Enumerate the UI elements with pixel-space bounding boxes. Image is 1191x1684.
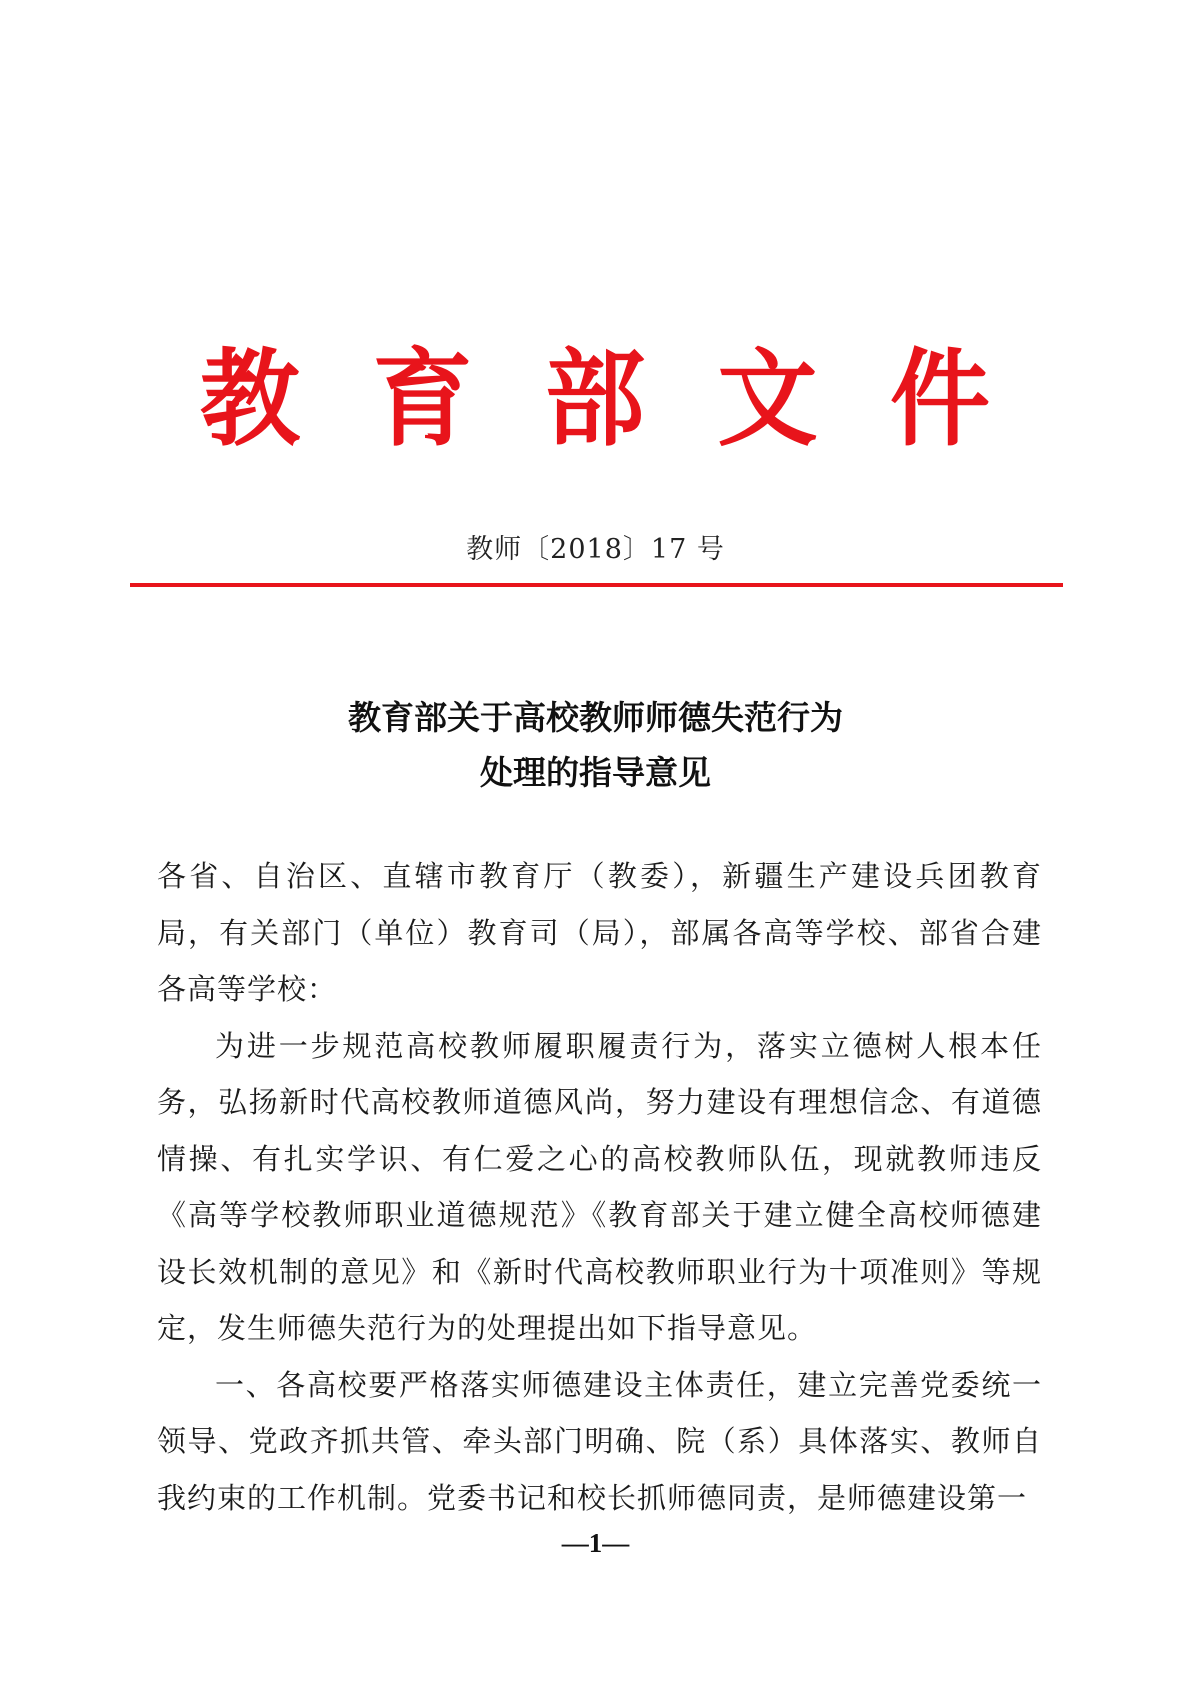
section-one-paragraph: 一、各高校要严格落实师德建设主体责任，建立完善党委统一领导、党政齐抓共管、牵头部门明确、院（系）具体落实、教师自我约束的工作机制。党委书记和校长抓师德同责，是师德建设第一 <box>157 1367 1042 1515</box>
masthead-char: 文 <box>717 338 818 461</box>
intro-paragraph: 为进一步规范高校教师履职履责行为，落实立德树人根本任务，弘扬新时代高校教师道德风尚，努力建设有理想信念、有道德情操、有扎实学识、有仁爱之心的高校教师队伍，现就教师违反《高等学校教师职业道德规范》《教育部关于建立健全高校师德建设长效机制的意见》和《新时代高校教师职业行为十项准则》等规定，发生师德失范行为的处理提出如下指导意见。 <box>157 1028 1042 1345</box>
masthead-char: 教 <box>200 338 300 461</box>
page-number: —1— <box>561 1528 630 1558</box>
red-divider-line <box>130 583 1063 587</box>
masthead-char: 件 <box>890 338 990 461</box>
document-title-line-2: 处理的指导意见 <box>480 753 711 792</box>
document-number: 教师〔2018〕17 号 <box>466 534 725 565</box>
document-title-line-1: 教育部关于高校教师师德失范行为 <box>348 698 843 737</box>
masthead-char: 育 <box>372 338 473 461</box>
document-body <box>157 848 1042 1526</box>
masthead-char: 部 <box>545 338 645 461</box>
document-masthead <box>190 332 1000 469</box>
addressees-paragraph: 各省、自治区、直辖市教育厅（教委），新疆生产建设兵团教育局，有关部门（单位）教育司（局），部属各高等学校、部省合建各高等学校： <box>157 859 1042 1006</box>
